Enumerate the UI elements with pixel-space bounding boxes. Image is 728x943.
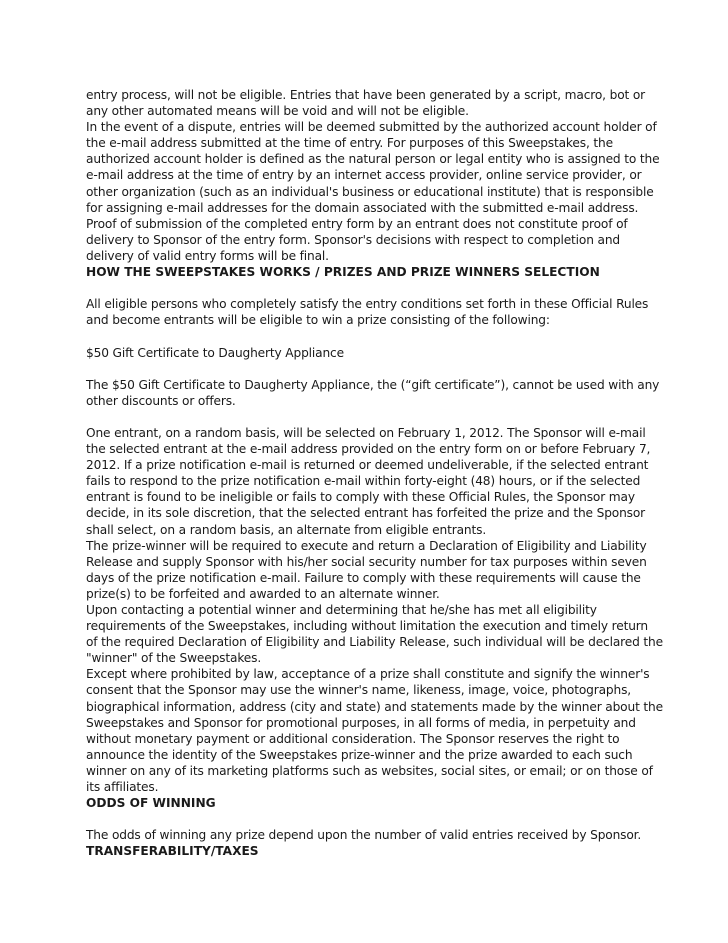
text-line: "winner" of the Sweepstakes. (86, 651, 262, 666)
section-heading-how-it-works: HOW THE SWEEPSTAKES WORKS / PRIZES AND PRIZE WINNERS SELECTION (86, 265, 600, 280)
text-line: requirements of the Sweepstakes, including without limitation the execution and timely return (86, 619, 649, 634)
section-heading-odds: ODDS OF WINNING (86, 796, 216, 811)
winner-selection-paragraph (86, 425, 663, 795)
text-line: consent that the Sponsor may use the winner's name, likeness, image, voice, photographs, (86, 683, 632, 698)
text-line: 2012. If a prize notification e-mail is returned or deemed undeliverable, if the selected entrant (86, 458, 649, 473)
text-line: Release and supply Sponsor with his/her social security number for tax purposes within seven (86, 554, 647, 569)
text-line: Proof of submission of the completed entry form by an entrant does not constitute proof of (86, 216, 628, 231)
eligibility-paragraph (86, 296, 656, 328)
text-line: the selected entrant at the e-mail address provided on the entry form on or before February 7, (86, 442, 651, 457)
text-line: the e-mail address submitted at the time of entry. For purposes of this Sweepstakes, the (86, 136, 613, 151)
text-line: delivery to Sponsor of the entry form. Sponsor's decisions with respect to completion and (86, 232, 620, 247)
text-line: other discounts or offers. (86, 393, 236, 408)
text-line: The prize-winner will be required to execute and return a Declaration of Eligibility and Liability (86, 538, 647, 553)
text-line: Upon contacting a potential winner and determining that he/she has met all eligibility (86, 603, 597, 617)
text-line: Except where prohibited by law, acceptance of a prize shall constitute and signify the winner's (86, 667, 650, 682)
text-line: other organization (such as an individual's business or educational institute) that is responsible (86, 184, 654, 199)
text-line: biographical information, address (city and state) and statements made by the winner about the (86, 699, 663, 714)
text-line: decide, in its sole discretion, that the selected entrant has forfeited the prize and the Sponsor (86, 506, 646, 521)
text-line: Sweepstakes and Sponsor for promotional purposes, in all forms of media, in perpetuity and (86, 715, 636, 730)
section-heading-transferability: TRANSFERABILITY/TAXES (86, 844, 259, 859)
text-line: without monetary payment or additional consideration. The Sponsor reserves the right to (86, 731, 620, 746)
text-line: One entrant, on a random basis, will be selected on February 1, 2012. The Sponsor will e-mail (86, 425, 646, 440)
text-line: any other automated means will be void and will not be eligible. (86, 104, 469, 119)
text-line: authorized account holder is defined as the natural person or legal entity who is assigned to the (86, 152, 660, 167)
text-line: In the event of a dispute, entries will be deemed submitted by the authorized account holder of (86, 120, 657, 135)
text-line: delivery of valid entry forms will be final. (86, 248, 329, 263)
text-line: shall select, on a random basis, an alternate from eligible entrants. (86, 522, 487, 537)
text-line: days of the prize notification e-mail. Failure to comply with these requirements will cause the (86, 570, 641, 585)
text-line: prize(s) to be forfeited and awarded to an alternate winner. (86, 586, 440, 601)
text-line: entry process, will not be eligible. Entries that have been generated by a script, macro, bot or (86, 88, 646, 102)
text-line: its affiliates. (86, 780, 159, 795)
text-line: for assigning e-mail addresses for the domain associated with the submitted e-mail address. (86, 200, 639, 215)
text-line: of the required Declaration of Eligibility and Liability Release, such individual will be declared the (86, 635, 663, 650)
document-page (86, 87, 663, 860)
text-line: e-mail address at the time of entry by an internet access provider, online service provider, or (86, 168, 642, 183)
text-line: The $50 Gift Certificate to Daugherty Appliance, the (“gift certificate”), cannot be used with any (86, 377, 660, 392)
entry-process-paragraph (86, 87, 660, 264)
text-line: announce the identity of the Sweepstakes prize-winner and the prize awarded to each such (86, 747, 633, 762)
gift-certificate-paragraph (86, 377, 660, 409)
text-line: and become entrants will be eligible to win a prize consisting of the following: (86, 313, 550, 328)
text-line: fails to respond to the prize notification e-mail within forty-eight (48) hours, or if the selected (86, 474, 641, 489)
text-line: All eligible persons who completely satisfy the entry conditions set forth in these Official Rules (86, 297, 649, 312)
prize-line: $50 Gift Certificate to Daugherty Appliance (86, 345, 344, 360)
text-line: entrant is found to be ineligible or fails to comply with these Official Rules, the Sponsor may (86, 490, 635, 505)
odds-line: The odds of winning any prize depend upon the number of valid entries received by Sponsor. (86, 828, 642, 843)
text-line: winner on any of its marketing platforms such as websites, social sites, or email; or on those of (86, 763, 653, 778)
